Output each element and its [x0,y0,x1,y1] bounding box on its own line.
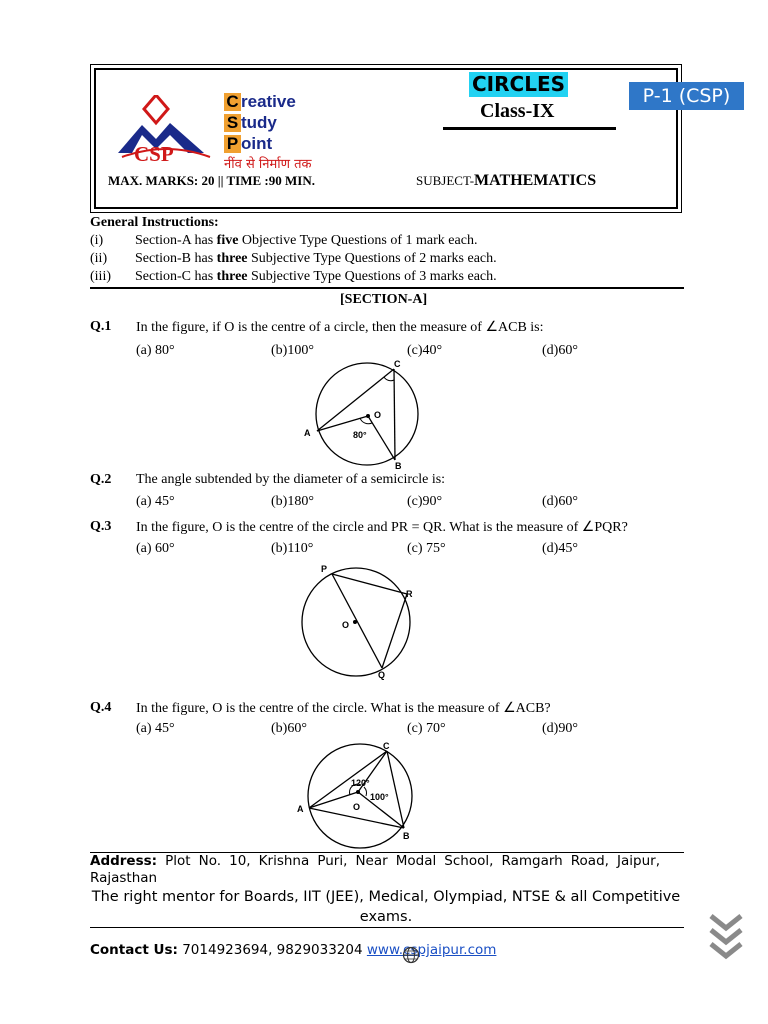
question-number: Q.2 [90,472,112,487]
divider [90,927,684,928]
instructions-heading: General Instructions: [90,215,219,230]
website-link[interactable]: www.cspjaipur.com [366,942,497,958]
option-b: (b)100° [271,343,314,358]
brand-line-3: P oint [224,133,312,154]
q1-circle-figure [300,356,430,472]
contact-line: Contact Us: 7014923694, 9829033204 www.cspjaipur.com [90,942,497,958]
label-q: Q [378,670,386,680]
label-angle: 80° [353,430,367,440]
option-d: (d)60° [542,494,578,509]
option-d: (d)60° [542,343,578,358]
label-p: P [321,564,328,574]
chevron-down-icon [708,912,744,962]
label-angle-120: 120° [351,778,370,788]
divider [90,287,684,289]
globe-icon [402,946,420,964]
option-d: (d)45° [542,541,578,556]
paper-code-badge: P-1 (CSP) [629,82,744,110]
question-text: In the figure, if O is the centre of a circle, then the measure of ∠ACB is: [136,320,544,335]
brand-tagline: नींव से निर्माण तक [224,157,312,172]
question-text: In the figure, O is the centre of the circle. What is the measure of ∠ACB? [136,701,551,716]
option-c: (c) 70° [407,721,446,736]
section-title: [SECTION-A] [340,292,428,307]
label-c: C [394,359,401,369]
address: Address: Plot No. 10, Krishna Puri, Near Modal School, Ramgarh Road, Jaipur, Rajasthan [90,853,660,886]
logo-abbr: CSP [134,142,174,166]
label-angle-100: 100° [370,792,389,802]
question-number: Q.3 [90,519,112,534]
label-c: C [383,741,390,751]
label-a: A [297,804,304,814]
class-underline [443,127,616,130]
question-text: The angle subtended by the diameter of a semicircle is: [136,472,446,487]
instruction-item: (i) Section-A has five Objective Type Questions of 1 mark each. [90,233,478,248]
option-b: (b)60° [271,721,307,736]
label-a: A [304,428,311,438]
option-c: (c)40° [407,343,443,358]
mentor-text: The right mentor for Boards, IIT (JEE), Medical, Olympiad, NTSE & all Competitive exams. [91,889,681,925]
q4-circle-figure [290,738,420,852]
option-a: (a) 45° [136,721,175,736]
instruction-item: (ii) Section-B has three Subjective Type Questions of 2 marks each. [90,251,497,266]
marks-time: MAX. MARKS: 20 || TIME :90 MIN. [108,173,315,188]
brand-name [224,91,312,172]
option-c: (c)90° [407,494,443,509]
brand-line-1: C reative [224,91,312,112]
label-o: O [374,410,382,420]
option-b: (b)180° [271,494,314,509]
label-r: R [406,589,413,599]
option-a: (a) 45° [136,494,175,509]
option-a: (a) 60° [136,541,175,556]
q3-circle-figure [292,560,428,684]
subject-line: SUBJECT-MATHEMATICS [416,172,597,189]
page-title: CIRCLES [469,72,568,97]
question-text: In the figure, O is the centre of the circle and PR = QR. What is the measure of ∠PQR? [136,520,628,535]
option-b: (b)110° [271,541,314,556]
option-c: (c) 75° [407,541,446,556]
label-b: B [403,831,410,841]
class-label: Class-IX [480,100,555,122]
brand-line-2: S tudy [224,112,312,133]
option-a: (a) 80° [136,343,175,358]
option-d: (d)90° [542,721,578,736]
label-o: O [353,802,361,812]
label-o: O [342,620,350,630]
label-b: B [395,461,402,471]
question-number: Q.4 [90,700,112,715]
instruction-item: (iii) Section-C has three Subjective Type Questions of 3 marks each. [90,269,497,284]
question-number: Q.1 [90,319,112,334]
